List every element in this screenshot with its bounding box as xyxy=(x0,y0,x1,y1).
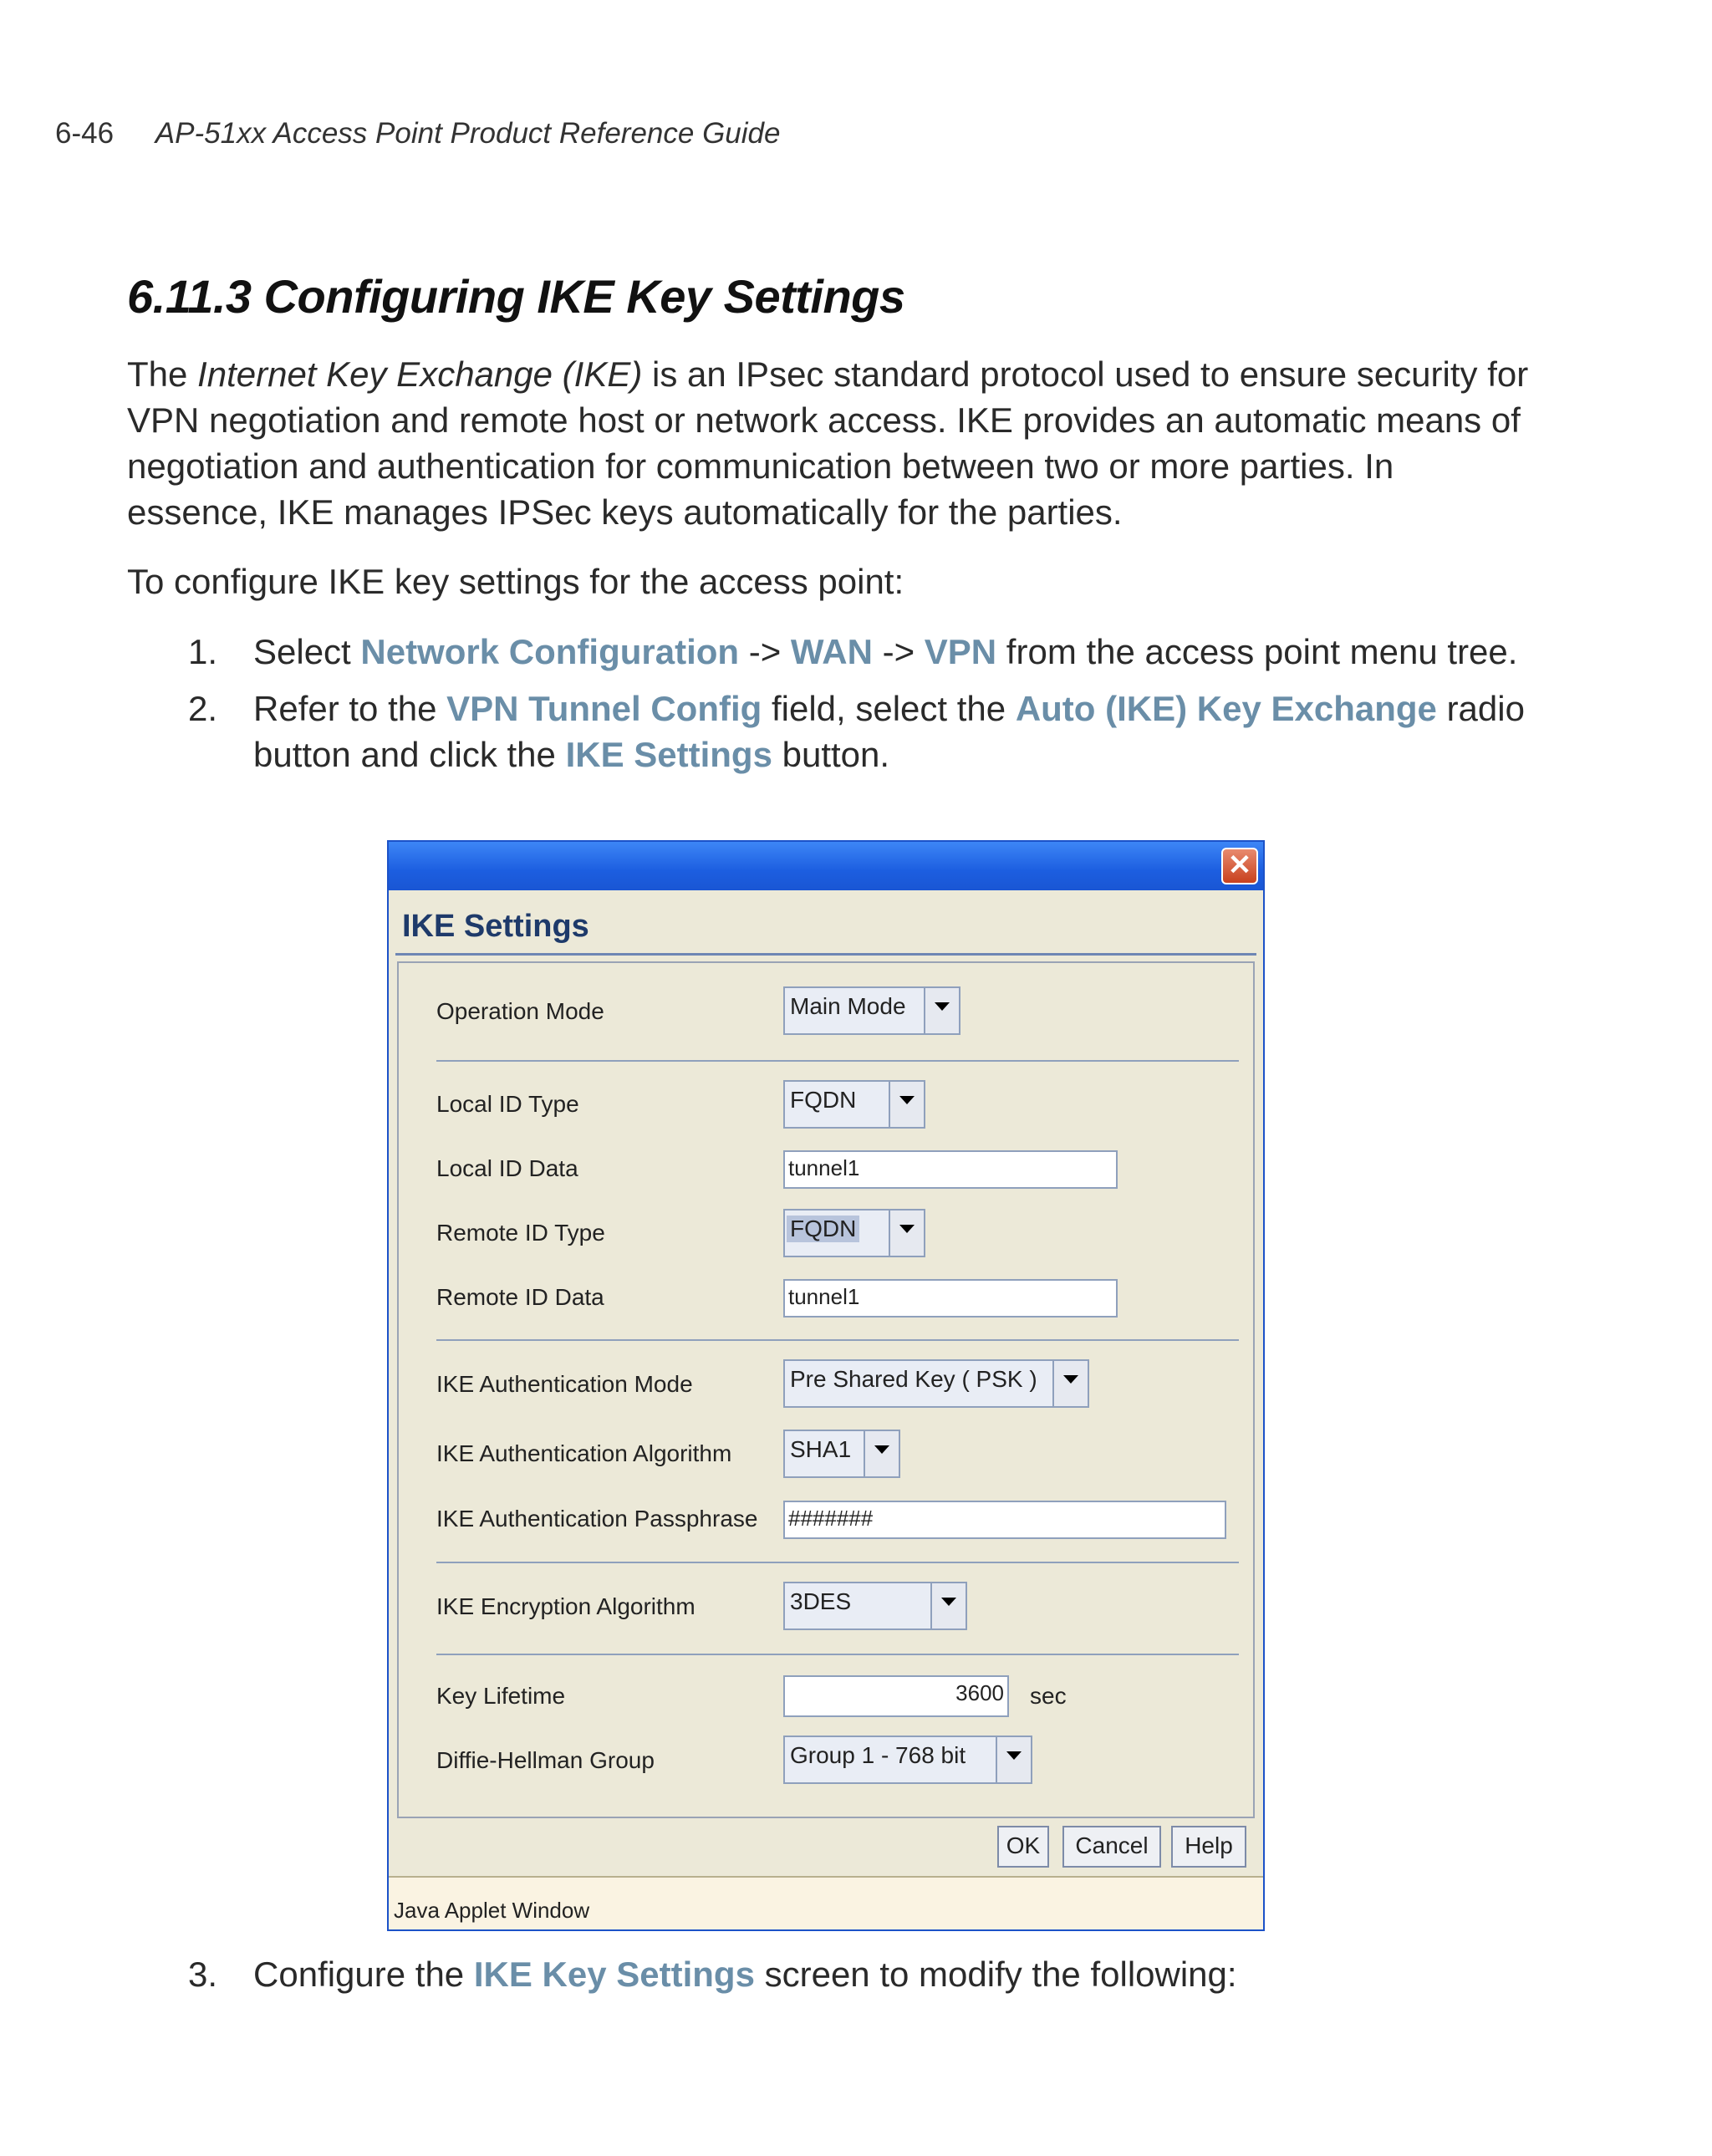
ref-ike-settings: IKE Settings xyxy=(565,735,772,774)
dialog-titlebar[interactable] xyxy=(389,842,1263,890)
ref-ike-key-settings: IKE Key Settings xyxy=(473,1955,755,1994)
key-lifetime-input[interactable]: 3600 xyxy=(783,1675,1009,1717)
status-bar-text: Java Applet Window xyxy=(394,1898,590,1923)
ok-button[interactable]: OK xyxy=(997,1826,1049,1868)
encryption-algorithm-label: IKE Encryption Algorithm xyxy=(436,1593,696,1619)
step-text: Refer to the VPN Tunnel Config field, select the Auto (IKE) Key Exchange radio button and click the IKE Settings button. xyxy=(253,689,1525,774)
ike-settings-dialog xyxy=(387,840,1265,1931)
auth-mode-select[interactable] xyxy=(783,1359,1089,1408)
dh-group-value: Group 1 - 768 bit xyxy=(790,1742,966,1768)
intro-paragraph xyxy=(127,351,1531,535)
local-id-data-input[interactable]: tunnel1 xyxy=(783,1150,1118,1189)
encryption-algorithm-select[interactable] xyxy=(783,1582,967,1630)
chevron-down-icon[interactable] xyxy=(889,1082,924,1127)
dialog-heading: IKE Settings xyxy=(402,909,589,944)
page-number: 6-46 xyxy=(55,117,115,150)
chevron-down-icon[interactable] xyxy=(864,1431,899,1476)
close-icon[interactable]: ✕ xyxy=(1221,848,1258,884)
local-id-type-label: Local ID Type xyxy=(436,1091,579,1117)
operation-mode-value: Main Mode xyxy=(790,993,906,1019)
remote-id-data-label: Remote ID Data xyxy=(436,1284,604,1310)
menu-vpn: VPN xyxy=(924,632,997,671)
auth-algorithm-value: SHA1 xyxy=(790,1436,852,1462)
encryption-algorithm-value: 3DES xyxy=(790,1588,852,1614)
section-divider xyxy=(436,1562,1239,1563)
step-text: Configure the IKE Key Settings screen to modify the following: xyxy=(253,1955,1237,1994)
guide-title: AP-51xx Access Point Product Reference Guide xyxy=(155,117,781,150)
step-number: 3. xyxy=(188,1955,218,1994)
local-id-data-label: Local ID Data xyxy=(436,1155,578,1181)
local-id-type-value: FQDN xyxy=(790,1087,857,1113)
key-lifetime-unit: sec xyxy=(1030,1683,1067,1709)
ref-auto-ike-key-exchange: Auto (IKE) Key Exchange xyxy=(1015,689,1437,728)
menu-wan: WAN xyxy=(790,632,873,671)
intro-text-pre: The xyxy=(127,354,198,394)
chevron-down-icon[interactable] xyxy=(930,1583,966,1628)
step-number: 1. xyxy=(188,632,218,671)
chevron-down-icon[interactable] xyxy=(889,1211,924,1256)
remote-id-data-input[interactable]: tunnel1 xyxy=(783,1279,1118,1318)
remote-id-type-value: FQDN xyxy=(787,1216,859,1242)
auth-mode-value: Pre Shared Key ( PSK ) xyxy=(790,1366,1037,1392)
menu-network-configuration: Network Configuration xyxy=(360,632,740,671)
section-divider xyxy=(436,1060,1239,1062)
step-text: Select Network Configuration -> WAN -> VPN from the access point menu tree. xyxy=(253,632,1518,671)
section-divider xyxy=(436,1654,1239,1655)
applet-status-bar xyxy=(389,1876,1263,1929)
chevron-down-icon[interactable] xyxy=(1052,1361,1088,1406)
chevron-down-icon[interactable] xyxy=(924,988,959,1033)
dialog-button-row xyxy=(997,1826,1248,1869)
lead-in-paragraph: To configure IKE key settings for the access point: xyxy=(127,562,904,601)
form-panel xyxy=(397,961,1255,1818)
ref-vpn-tunnel-config: VPN Tunnel Config xyxy=(446,689,762,728)
cancel-button[interactable]: Cancel xyxy=(1062,1826,1161,1868)
section-divider xyxy=(436,1339,1239,1341)
running-header xyxy=(55,117,780,150)
auth-algorithm-select[interactable] xyxy=(783,1430,900,1478)
operation-mode-label: Operation Mode xyxy=(436,998,604,1024)
intro-text-post: is an IPsec standard protocol used to ensure security for VPN negotiation and remote host or network access. IKE provides an automatic means of negotiation and authentication for communication between two or more parties. In essence, IKE manages IPSec keys automatically for the parties. xyxy=(127,354,1529,532)
auth-passphrase-label: IKE Authentication Passphrase xyxy=(436,1506,758,1532)
step-number: 2. xyxy=(188,689,218,728)
section-title: 6.11.3 Configuring IKE Key Settings xyxy=(127,270,905,323)
chevron-down-icon[interactable] xyxy=(996,1737,1031,1782)
remote-id-type-select[interactable] xyxy=(783,1209,925,1257)
auth-mode-label: IKE Authentication Mode xyxy=(436,1371,693,1397)
key-lifetime-label: Key Lifetime xyxy=(436,1683,566,1709)
operation-mode-select[interactable] xyxy=(783,986,960,1035)
auth-passphrase-input[interactable]: ####### xyxy=(783,1501,1226,1539)
remote-id-type-label: Remote ID Type xyxy=(436,1220,605,1246)
dh-group-label: Diffie-Hellman Group xyxy=(436,1747,655,1773)
heading-divider xyxy=(395,953,1256,956)
auth-algorithm-label: IKE Authentication Algorithm xyxy=(436,1440,732,1466)
dh-group-select[interactable] xyxy=(783,1736,1032,1784)
help-button[interactable]: Help xyxy=(1171,1826,1246,1868)
intro-term: Internet Key Exchange (IKE) xyxy=(197,354,643,394)
local-id-type-select[interactable] xyxy=(783,1080,925,1129)
